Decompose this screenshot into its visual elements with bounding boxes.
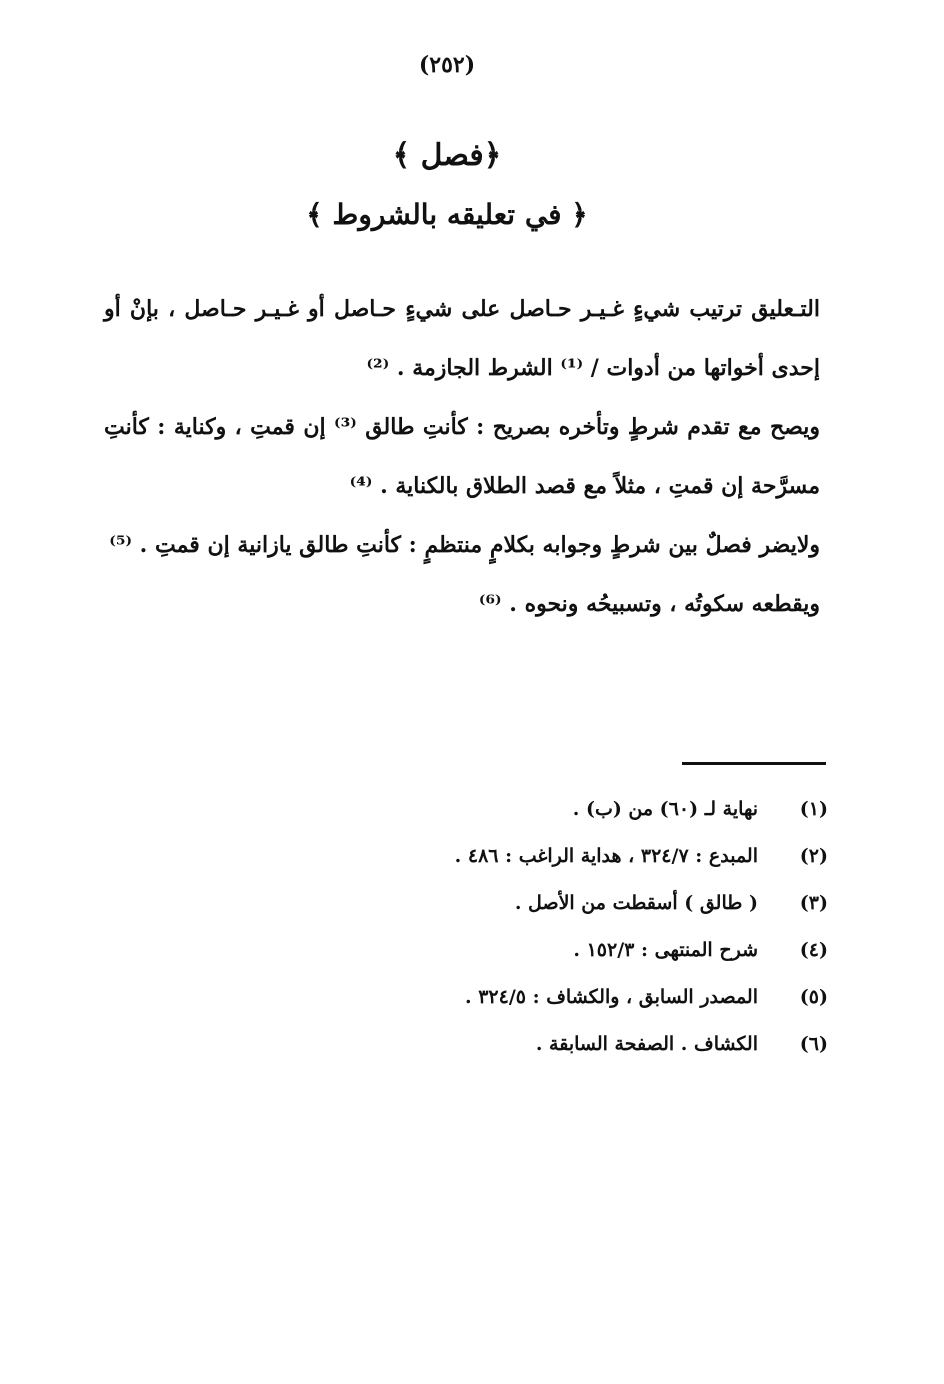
page-number: (٢٥٢) — [418, 52, 476, 78]
footnote-item — [300, 1021, 828, 1068]
footnotes — [300, 786, 828, 1068]
body-line: إحدى أخواتها من أدوات / ⁽¹⁾ الشرط الجازمة . ⁽²⁾ — [366, 355, 820, 381]
footnote-item — [300, 974, 828, 1021]
footnote-number: (١) — [799, 798, 828, 820]
footnote-number: (٤) — [799, 939, 828, 961]
footnote-text: نهاية لـ (٦٠) من (ب) . — [572, 798, 758, 820]
footnote-text: شرح المنتهى : ١٥٢/٣ . — [573, 939, 758, 961]
body-line: ويقطعه سكوتُه ، وتسبيحُه ونحوه . ⁽⁶⁾ — [478, 591, 820, 617]
footnote-number: (٦) — [799, 1033, 828, 1055]
footnote-item — [300, 786, 828, 833]
body-line: التـعليق ترتيب شيءٍ غـيـر حـاصل على شيءٍ حـاصل أو غـيـر حـاصل ، بإنْ أو — [104, 296, 820, 322]
chapter-heading: ﴿فصل ﴾ — [392, 138, 502, 173]
footnote-item — [300, 927, 828, 974]
footnote-text: المصدر السابق ، والكشاف : ٣٢٤/٥ . — [464, 986, 758, 1008]
chapter-subtitle: ﴿ في تعليقه بالشروط ﴾ — [306, 198, 588, 231]
footnote-text: ( طالق ) أسقطت من الأصل . — [514, 892, 758, 914]
footnote-number: (٥) — [799, 986, 828, 1008]
body-line: ويصح مع تقدم شرطٍ وتأخره بصريح : كأنتِ طالق ⁽³⁾ إن قمتِ ، وكناية : كأنتِ — [104, 414, 820, 440]
body-line: مسرَّحة إن قمتِ ، مثلاً مع قصد الطلاق بالكناية . ⁽⁴⁾ — [349, 473, 820, 499]
footnote-item — [300, 880, 828, 927]
footnote-item — [300, 833, 828, 880]
footnote-text: المبدع : ٣٢٤/٧ ، هداية الراغب : ٤٨٦ . — [454, 845, 758, 867]
footnote-text: الكشاف . الصفحة السابقة . — [535, 1033, 758, 1055]
footnote-number: (٢) — [799, 845, 828, 867]
footnote-number: (٣) — [799, 892, 828, 914]
body-line: ولايضر فصلٌ بين شرطٍ وجوابه بكلامٍ منتظمٍ : كأنتِ طالق يازانية إن قمتِ . ⁽⁵⁾ — [109, 532, 820, 558]
footnote-divider — [682, 762, 826, 765]
body-text — [104, 280, 820, 634]
